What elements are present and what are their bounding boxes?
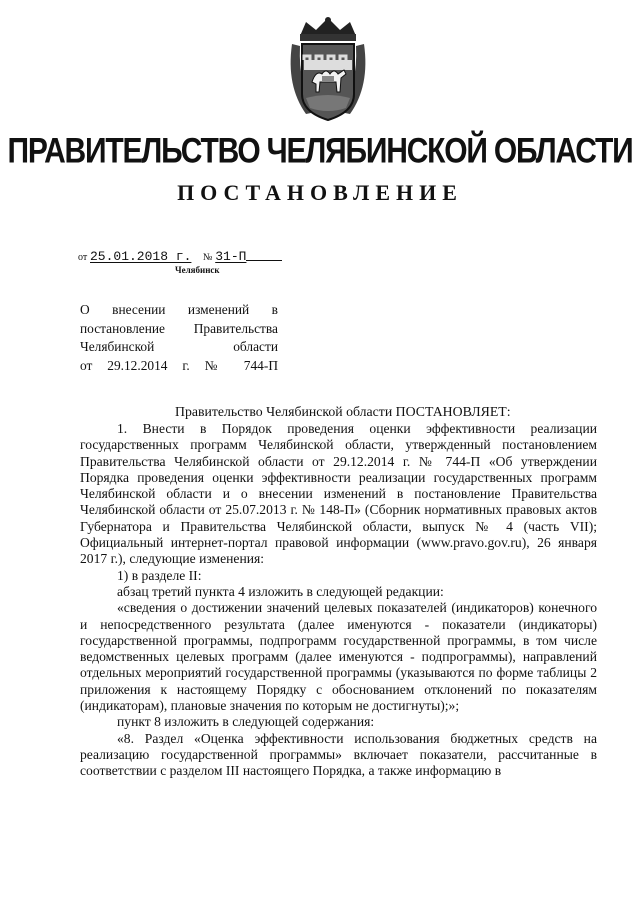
document-body [80,421,597,780]
paragraph: «8. Раздел «Оценка эффективности использования бюджетных средств на реализацию государственной программы» включает показатели, рассчитанные в соответствии с разделом III настоящего Порядка, а также информацию в [80,730,597,779]
document-number: 31-П [215,249,247,264]
subject-line: постановление Правительства [80,320,278,336]
document-subject [80,301,278,375]
number-label: № [202,252,213,263]
paragraph: «сведения о достижении значений целевых показателей (индикаторов) конечного и непосредственного результата (далее именуются - показатели (индикаторы) государственной программы, подпрограмм государственной программы, в том числе ведомственных целевых программ (далее именуются - подпрограммы), направлений отдельных мероприятий государственной программы (указываются по форме таблицы 2 приложения к настоящему Порядку с обоснованием отклонений по показателям (индикаторам), плановые значения по которым не достигнуты);»; [80,600,597,714]
document-meta [78,249,282,264]
document-date: 25.01.2018 г. [90,249,192,264]
paragraph: 1) в разделе II: [117,567,202,583]
subject-line: Челябинской области [80,339,278,354]
document-city: Челябинск [175,265,220,275]
date-label: от [78,252,88,263]
document-type: ПОСТАНОВЛЕНИЕ [177,180,463,205]
decree-statement: Правительство Челябинской области ПОСТАНОВЛЯЕТ: [175,404,511,419]
subject-line: О внесении изменений в [80,302,278,317]
paragraph: пункт 8 изложить в следующей содержания: [117,714,375,730]
paragraph: 1. Внести в Порядок проведения оценки эффективности реализации государственных программ Челябинской области, утвержденный постановлением Правительства Челябинской области от 29.12.2014 г. № 744-П «Об утверждении Порядка проведения оценки эффективности реализации государственных программ Челябинской области и о внесении изменений в постановление Правительства Челябинской области от 25.07.2013 г. № 148-П» (Сборник нормативных правовых актов Губернатора и Правительства Челябинской области, выпуск № 4 (часть VII); Официальный интернет-портал правовой информации (www.pravo.gov.ru), 26 января 2017 г.), следующие изменения: [80,421,597,567]
chelyabinsk-coat-of-arms-icon [286,16,370,124]
organization-title: ПРАВИТЕЛЬСТВО ЧЕЛЯБИНСКОЙ ОБЛАСТИ [7,132,633,171]
subject-line: от 29.12.2014 г. № 744-П [80,357,278,373]
paragraph: абзац третий пункта 4 изложить в следующей редакции: [117,583,444,599]
